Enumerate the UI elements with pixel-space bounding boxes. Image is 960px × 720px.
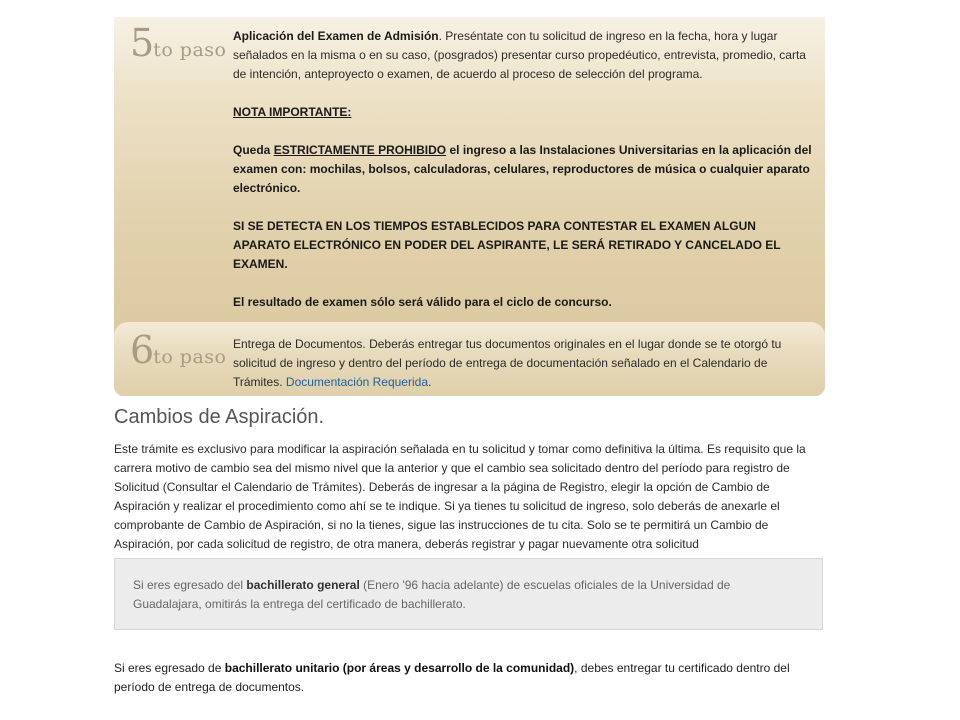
documentacion-requerida-link[interactable]: Documentación Requerida xyxy=(285,375,428,389)
steps-panel xyxy=(114,17,825,396)
step-5-number: 5 xyxy=(130,21,154,65)
step-6-label xyxy=(130,328,226,372)
cambios-paragraph: Este trámite es exclusivo para modificar la aspiración señalada en tu solicitud y tomar como definitiva la última. Es requisito que la carrera motivo de cambio sea del mismo nivel que la anterior y que el cambio sea solicitado dentro del período para registro de Solicitud (Consultar el Calendario de Trámites). Deberás de ingresar a la página de Registro, elegir la opción de Cambio de Aspiración y realizar el procedimiento como ahí se te indique. Si ya tienes tu solicitud de ingreso, solo deberás de anexarle el comprobante de Cambio de Aspiración, si no la tienes, sigue las instrucciones de tu cita. Solo se te permitirá un Cambio de Aspiración, por cada solicitud de registro, de otra manera, deberás registrar y pagar nuevamente otra solicitud xyxy=(114,442,806,551)
prohibition-rest: el ingreso a las Instalaciones Universitarias en la aplicación del examen con: mochilas, bolsos, calculadoras, celulares, reproductores de música o cualquier aparato electrónico. xyxy=(233,143,812,195)
note-rest: (Enero '96 hacia adelante) de escuelas oficiales de la Universidad de Guadalajara, omitirás la entrega del certificado de bachillerato. xyxy=(133,578,731,611)
step-5-prohibition xyxy=(233,141,816,198)
step-5-validity: El resultado de examen sólo será válido para el ciclo de concurso. xyxy=(233,295,612,309)
step-5-validity-row xyxy=(233,293,816,312)
final-rest: , debes entregar tu certificado dentro del período de entrega de documentos. xyxy=(114,661,790,694)
step-5 xyxy=(114,17,825,322)
step-5-title: Aplicación del Examen de Admisión xyxy=(233,29,439,43)
note-prefix: Si eres egresado del xyxy=(133,578,247,592)
step-5-warning-row xyxy=(233,217,816,274)
step-5-body xyxy=(233,27,816,331)
step-6-text-end: . xyxy=(428,375,432,389)
step-6-text: Entrega de Documentos. Deberás entregar tus documentos originales en el lugar donde se te otorgó tu solicitud de ingreso y dentro del período de entrega de documentación señalado en el Calendario de Trámites. xyxy=(233,337,782,389)
final-paragraph xyxy=(114,659,826,697)
step-5-label xyxy=(130,21,226,65)
step-5-text: . Preséntate con tu solicitud de ingreso en la fecha, hora y lugar señalados en la misma o en su caso, (posgrados) presentar curso propedéutico, entrevista, promedio, carta de intención, anteproyecto o examen, de acuerdo al proceso de selección del programa. xyxy=(233,29,806,81)
step-5-suffix: to paso xyxy=(153,39,227,61)
note-emphasis: bachillerato general xyxy=(246,578,360,592)
step-5-note-heading-row xyxy=(233,103,816,122)
step-6-number: 6 xyxy=(130,328,154,372)
note-box-text xyxy=(133,576,783,614)
step-5-intro xyxy=(233,27,816,84)
step-5-note-heading: NOTA IMPORTANTE: xyxy=(233,105,352,119)
prohibition-emphasis: ESTRICTAMENTE PROHIBIDO xyxy=(273,143,447,157)
step-6-body xyxy=(233,335,816,392)
section-title: Cambios de Aspiración. xyxy=(114,406,325,428)
prohibition-prefix: Queda xyxy=(233,143,274,157)
final-prefix: Si eres egresado de xyxy=(114,661,225,675)
step-5-warning: SI SE DETECTA EN LOS TIEMPOS ESTABLECIDOS PARA CONTESTAR EL EXAMEN ALGUN APARATO ELECTRÓNICO EN PODER DEL ASPIRANTE, LE SERÁ RETIRADO Y CANCELADO EL EXAMEN. xyxy=(233,219,781,271)
step-6-suffix: to paso xyxy=(153,346,227,368)
note-box xyxy=(114,558,823,630)
step-6 xyxy=(114,322,825,396)
final-emphasis: bachillerato unitario (por áreas y desarrollo de la comunidad) xyxy=(224,661,575,675)
